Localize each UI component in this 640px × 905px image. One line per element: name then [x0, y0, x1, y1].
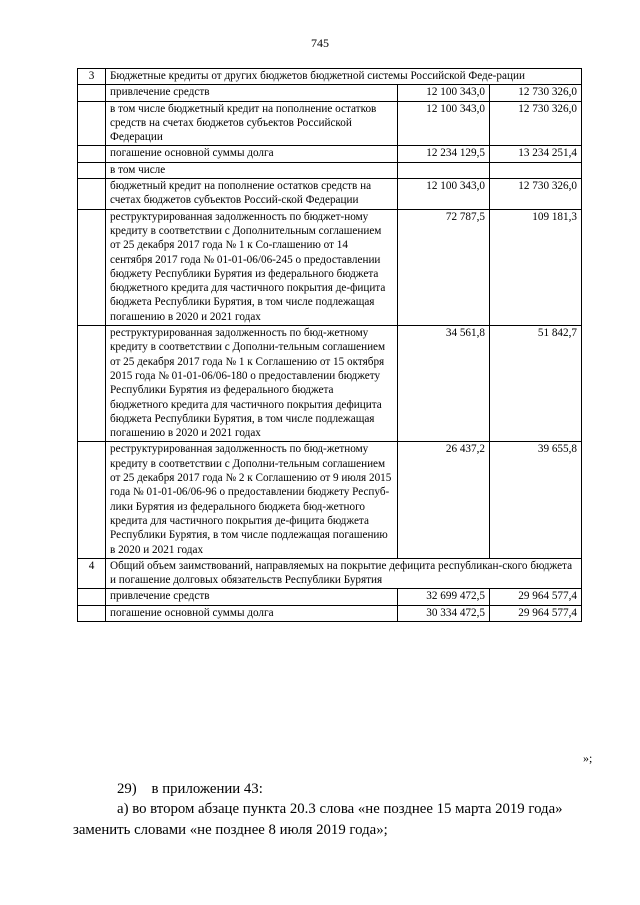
row-description-cell: в том числе бюджетный кредит на пополнение остатков средств на счетах бюджетов субъектов Российской Федерации: [106, 101, 398, 146]
row-number-cell: [78, 85, 106, 101]
row-description-cell: погашение основной суммы долга: [106, 146, 398, 162]
item-29a-line-2: заменить словами «не позднее 8 июля 2019 года»;: [73, 822, 388, 838]
row-description-cell: Общий объем заимствований, направляемых на покрытие дефицита республикан-ского бюджета и погашение долговых обязательств Республики Бурятия: [106, 558, 582, 589]
value-2020-cell: 34 561,8: [398, 326, 490, 442]
item-29-heading: 29) в приложении 43:: [117, 781, 263, 797]
row-description-cell: реструктурированная задолженность по бюд-жетному кредиту в соответствии с Дополни-тельным соглашением от 25 декабря 2017 года № 1 к Соглашению от 15 октября 2015 года № 01-01-06/06-180 о предоставлении бюджету Республики Бурятия из федерального бюджета бюджетного кредита для частичного покрытия дефицита бюджета Республики Бурятия, в том числе подлежащая погашению в 2020 и 2021 годах: [106, 326, 398, 442]
value-2020-cell: 72 787,5: [398, 209, 490, 325]
value-2020-cell: 30 334 472,5: [398, 605, 490, 621]
borrowing-table: [77, 68, 582, 622]
row-number-cell: [78, 209, 106, 325]
row-number-cell: 4: [78, 558, 106, 589]
value-2021-cell: 29 964 577,4: [490, 605, 582, 621]
table-row: [78, 162, 582, 178]
row-number-cell: 3: [78, 69, 106, 85]
value-2021-cell: 51 842,7: [490, 326, 582, 442]
table-row: [78, 85, 582, 101]
table-row: [78, 101, 582, 146]
value-2020-cell: 12 100 343,0: [398, 85, 490, 101]
value-2020-cell: [398, 162, 490, 178]
row-description-cell: реструктурированная задолженность по бюд-жетному кредиту в соответствии с Дополни-тельным соглашением от 25 декабря 2017 года № 2 к Соглашению от 9 июля 2015 года № 01-01-06/06-96 о предоставлении бюджету Респуб-лики Бурятия из федерального бюджета бюд-жетного кредита для частичного покрытия де-фицита бюджета Республики Бурятия, в том числе подлежащая погашению в 2020 и 2021 годах: [106, 442, 398, 558]
value-2021-cell: 29 964 577,4: [490, 589, 582, 605]
value-2021-cell: [490, 162, 582, 178]
item-29a-line-1: а) во втором абзаце пункта 20.3 слова «не позднее 15 марта 2019 года»: [117, 801, 563, 817]
table-row: [78, 442, 582, 558]
value-2020-cell: 12 234 129,5: [398, 146, 490, 162]
row-number-cell: [78, 146, 106, 162]
row-number-cell: [78, 101, 106, 146]
row-description-cell: Бюджетные кредиты от других бюджетов бюджетной системы Российской Феде-рации: [106, 69, 582, 85]
value-2021-cell: 12 730 326,0: [490, 179, 582, 210]
value-2021-cell: 12 730 326,0: [490, 101, 582, 146]
table-row: [78, 589, 582, 605]
row-number-cell: [78, 442, 106, 558]
value-2021-cell: 13 234 251,4: [490, 146, 582, 162]
table-row: [78, 69, 582, 85]
row-number-cell: [78, 179, 106, 210]
value-2020-cell: 32 699 472,5: [398, 589, 490, 605]
row-description-cell: в том числе: [106, 162, 398, 178]
table-row: [78, 146, 582, 162]
row-number-cell: [78, 589, 106, 605]
row-number-cell: [78, 326, 106, 442]
row-number-cell: [78, 605, 106, 621]
table-row: [78, 209, 582, 325]
value-2020-cell: 12 100 343,0: [398, 101, 490, 146]
row-description-cell: реструктурированная задолженность по бюджет-ному кредиту в соответствии с Дополнительным соглашением от 25 декабря 2017 года № 1 к Со-глашению от 14 сентября 2017 года № 01-01-06/06-245 о предоставлении бюджету Республики Бурятия из федерального бюджета бюджетного кредита для частичного покрытия де-фицита бюджета Республики Бурятия, в том числе подлежащая погашению в 2020 и 2021 годах: [106, 209, 398, 325]
table-row: [78, 326, 582, 442]
value-2021-cell: 109 181,3: [490, 209, 582, 325]
row-description-cell: привлечение средств: [106, 589, 398, 605]
table-row: [78, 558, 582, 589]
table-row: [78, 605, 582, 621]
value-2020-cell: 26 437,2: [398, 442, 490, 558]
table-row: [78, 179, 582, 210]
row-description-cell: привлечение средств: [106, 85, 398, 101]
row-description-cell: погашение основной суммы долга: [106, 605, 398, 621]
value-2021-cell: 39 655,8: [490, 442, 582, 558]
page-number: 745: [311, 36, 329, 50]
value-2020-cell: 12 100 343,0: [398, 179, 490, 210]
table-closing-mark: »;: [583, 751, 593, 765]
row-description-cell: бюджетный кредит на пополнение остатков средств на счетах бюджетов субъектов Россий-ской Федерации: [106, 179, 398, 210]
value-2021-cell: 12 730 326,0: [490, 85, 582, 101]
row-number-cell: [78, 162, 106, 178]
